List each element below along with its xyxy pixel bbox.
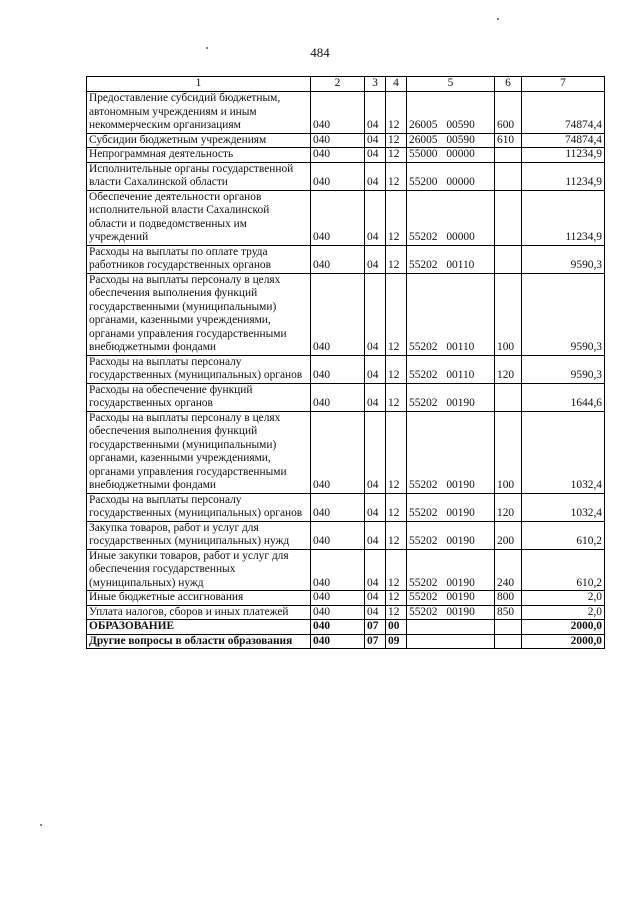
expense-type-cell: 120 <box>495 493 522 521</box>
row-name-cell: Иные закупки товаров, работ и услуг для обеспечения государственных (муниципальных) нужд <box>87 549 311 591</box>
expense-type-cell <box>495 245 522 273</box>
table-row <box>87 245 605 273</box>
ministry-code-cell: 040 <box>311 273 365 355</box>
ministry-code-cell: 040 <box>311 620 365 635</box>
ministry-code-cell: 040 <box>311 521 365 549</box>
ministry-code-cell: 040 <box>311 605 365 620</box>
amount-cell: 1032,4 <box>522 411 605 493</box>
expense-type-cell: 240 <box>495 549 522 591</box>
expense-type-cell: 200 <box>495 521 522 549</box>
row-name-cell: Расходы на выплаты персоналу государственных (муниципальных) органов <box>87 493 311 521</box>
target-article-cell: 55202 00190 <box>407 383 495 411</box>
target-article-cell: 55202 00110 <box>407 245 495 273</box>
table-row <box>87 273 605 355</box>
section-code-cell: 04 <box>365 273 386 355</box>
row-name-cell: Предоставление субсидий бюджетным, автономным учреждениям и иным некоммерческим организациям <box>87 92 311 134</box>
row-name-cell: Уплата налогов, сборов и иных платежей <box>87 605 311 620</box>
subsection-code-cell: 12 <box>386 411 407 493</box>
expense-type-cell <box>495 620 522 635</box>
table-row <box>87 92 605 134</box>
amount-cell: 9590,3 <box>522 245 605 273</box>
target-article-cell: 55200 00000 <box>407 162 495 190</box>
subsection-code-cell: 12 <box>386 273 407 355</box>
table-row <box>87 591 605 606</box>
target-article-cell: 55202 00110 <box>407 355 495 383</box>
target-article-cell: 55202 00000 <box>407 190 495 245</box>
section-code-cell: 04 <box>365 605 386 620</box>
ministry-code-cell: 040 <box>311 549 365 591</box>
target-article-cell <box>407 620 495 635</box>
ministry-code-cell: 040 <box>311 162 365 190</box>
amount-cell: 1032,4 <box>522 493 605 521</box>
section-code-cell: 04 <box>365 162 386 190</box>
expense-type-cell: 600 <box>495 92 522 134</box>
ministry-code-cell: 040 <box>311 493 365 521</box>
column-header: 4 <box>386 77 407 92</box>
column-header: 1 <box>87 77 311 92</box>
target-article-cell: 55202 00190 <box>407 411 495 493</box>
table-row <box>87 521 605 549</box>
section-code-cell: 04 <box>365 493 386 521</box>
ministry-code-cell: 040 <box>311 148 365 163</box>
subsection-code-cell: 12 <box>386 355 407 383</box>
table-row <box>87 634 605 649</box>
ministry-code-cell: 040 <box>311 245 365 273</box>
section-code-cell: 04 <box>365 549 386 591</box>
column-header: 5 <box>407 77 495 92</box>
ministry-code-cell: 040 <box>311 190 365 245</box>
target-article-cell: 55202 00190 <box>407 591 495 606</box>
row-name-cell: Иные бюджетные ассигнования <box>87 591 311 606</box>
amount-cell: 74874,4 <box>522 133 605 148</box>
target-article-cell: 26005 00590 <box>407 92 495 134</box>
expense-type-cell: 100 <box>495 273 522 355</box>
subsection-code-cell: 09 <box>386 634 407 649</box>
subsection-code-cell: 12 <box>386 383 407 411</box>
scan-speck <box>497 18 499 20</box>
target-article-cell: 55202 00190 <box>407 605 495 620</box>
row-name-cell: Непрограммная деятельность <box>87 148 311 163</box>
subsection-code-cell: 12 <box>386 549 407 591</box>
target-article-cell: 55202 00190 <box>407 549 495 591</box>
target-article-cell: 55202 00190 <box>407 521 495 549</box>
expense-type-cell <box>495 190 522 245</box>
amount-cell: 2,0 <box>522 591 605 606</box>
row-name-cell: Расходы на выплаты персоналу в целях обеспечения выполнения функций государственными (муниципальными) органами, казенными учреждениями, органами управления государственными внебюджетными фондами <box>87 273 311 355</box>
table-row <box>87 190 605 245</box>
expense-type-cell <box>495 148 522 163</box>
expense-type-cell: 800 <box>495 591 522 606</box>
section-code-cell: 04 <box>365 521 386 549</box>
section-code-cell: 07 <box>365 634 386 649</box>
expense-type-cell <box>495 634 522 649</box>
subsection-code-cell: 12 <box>386 190 407 245</box>
column-header: 3 <box>365 77 386 92</box>
section-code-cell: 04 <box>365 383 386 411</box>
table-row <box>87 383 605 411</box>
section-code-cell: 04 <box>365 190 386 245</box>
column-header: 6 <box>495 77 522 92</box>
subsection-code-cell: 12 <box>386 521 407 549</box>
ministry-code-cell: 040 <box>311 634 365 649</box>
expense-type-cell: 120 <box>495 355 522 383</box>
expense-type-cell <box>495 383 522 411</box>
scan-speck <box>40 824 42 826</box>
amount-cell: 2000,0 <box>522 620 605 635</box>
section-code-cell: 04 <box>365 411 386 493</box>
subsection-code-cell: 12 <box>386 92 407 134</box>
table-row <box>87 162 605 190</box>
row-name-cell: Закупка товаров, работ и услуг для государственных (муниципальных) нужд <box>87 521 311 549</box>
target-article-cell: 55000 00000 <box>407 148 495 163</box>
expense-type-cell <box>495 162 522 190</box>
table-row <box>87 148 605 163</box>
row-name-cell: Другие вопросы в области образования <box>87 634 311 649</box>
budget-table <box>86 76 605 649</box>
table-row <box>87 549 605 591</box>
expense-type-cell: 610 <box>495 133 522 148</box>
page-number: 484 <box>310 45 330 60</box>
section-code-cell: 04 <box>365 133 386 148</box>
amount-cell: 11234,9 <box>522 190 605 245</box>
target-article-cell <box>407 634 495 649</box>
row-name-cell: Субсидии бюджетным учреждениям <box>87 133 311 148</box>
row-name-cell: Исполнительные органы государственной власти Сахалинской области <box>87 162 311 190</box>
row-name-cell: Расходы на выплаты персоналу в целях обеспечения выполнения функций государственными (муниципальными) органами, казенными учреждениями, органами управления государственными внебюджетными фондами <box>87 411 311 493</box>
row-name-cell: Расходы на выплаты персоналу государственных (муниципальных) органов <box>87 355 311 383</box>
table-row <box>87 133 605 148</box>
subsection-code-cell: 12 <box>386 591 407 606</box>
table-row <box>87 493 605 521</box>
section-code-cell: 04 <box>365 355 386 383</box>
amount-cell: 11234,9 <box>522 162 605 190</box>
ministry-code-cell: 040 <box>311 591 365 606</box>
target-article-cell: 55202 00190 <box>407 493 495 521</box>
section-code-cell: 07 <box>365 620 386 635</box>
subsection-code-cell: 12 <box>386 162 407 190</box>
section-code-cell: 04 <box>365 148 386 163</box>
subsection-code-cell: 12 <box>386 148 407 163</box>
amount-cell: 2,0 <box>522 605 605 620</box>
ministry-code-cell: 040 <box>311 92 365 134</box>
amount-cell: 9590,3 <box>522 273 605 355</box>
row-name-cell: Расходы на обеспечение функций государственных органов <box>87 383 311 411</box>
table-row <box>87 620 605 635</box>
target-article-cell: 26005 00590 <box>407 133 495 148</box>
column-header: 7 <box>522 77 605 92</box>
subsection-code-cell: 12 <box>386 133 407 148</box>
table-row <box>87 605 605 620</box>
ministry-code-cell: 040 <box>311 411 365 493</box>
row-name-cell: ОБРАЗОВАНИЕ <box>87 620 311 635</box>
section-code-cell: 04 <box>365 92 386 134</box>
ministry-code-cell: 040 <box>311 383 365 411</box>
amount-cell: 11234,9 <box>522 148 605 163</box>
table-header-row <box>87 77 605 92</box>
ministry-code-cell: 040 <box>311 355 365 383</box>
subsection-code-cell: 00 <box>386 620 407 635</box>
table-row <box>87 411 605 493</box>
column-header: 2 <box>311 77 365 92</box>
row-name-cell: Расходы на выплаты по оплате труда работников государственных органов <box>87 245 311 273</box>
ministry-code-cell: 040 <box>311 133 365 148</box>
section-code-cell: 04 <box>365 245 386 273</box>
amount-cell: 2000,0 <box>522 634 605 649</box>
subsection-code-cell: 12 <box>386 493 407 521</box>
section-code-cell: 04 <box>365 591 386 606</box>
subsection-code-cell: 12 <box>386 245 407 273</box>
row-name-cell: Обеспечение деятельности органов исполнительной власти Сахалинской области и подведомственных им учреждений <box>87 190 311 245</box>
scan-speck <box>206 47 208 49</box>
amount-cell: 74874,4 <box>522 92 605 134</box>
target-article-cell: 55202 00110 <box>407 273 495 355</box>
table-row <box>87 355 605 383</box>
expense-type-cell: 850 <box>495 605 522 620</box>
expense-type-cell: 100 <box>495 411 522 493</box>
amount-cell: 9590,3 <box>522 355 605 383</box>
subsection-code-cell: 12 <box>386 605 407 620</box>
amount-cell: 610,2 <box>522 549 605 591</box>
amount-cell: 1644,6 <box>522 383 605 411</box>
amount-cell: 610,2 <box>522 521 605 549</box>
